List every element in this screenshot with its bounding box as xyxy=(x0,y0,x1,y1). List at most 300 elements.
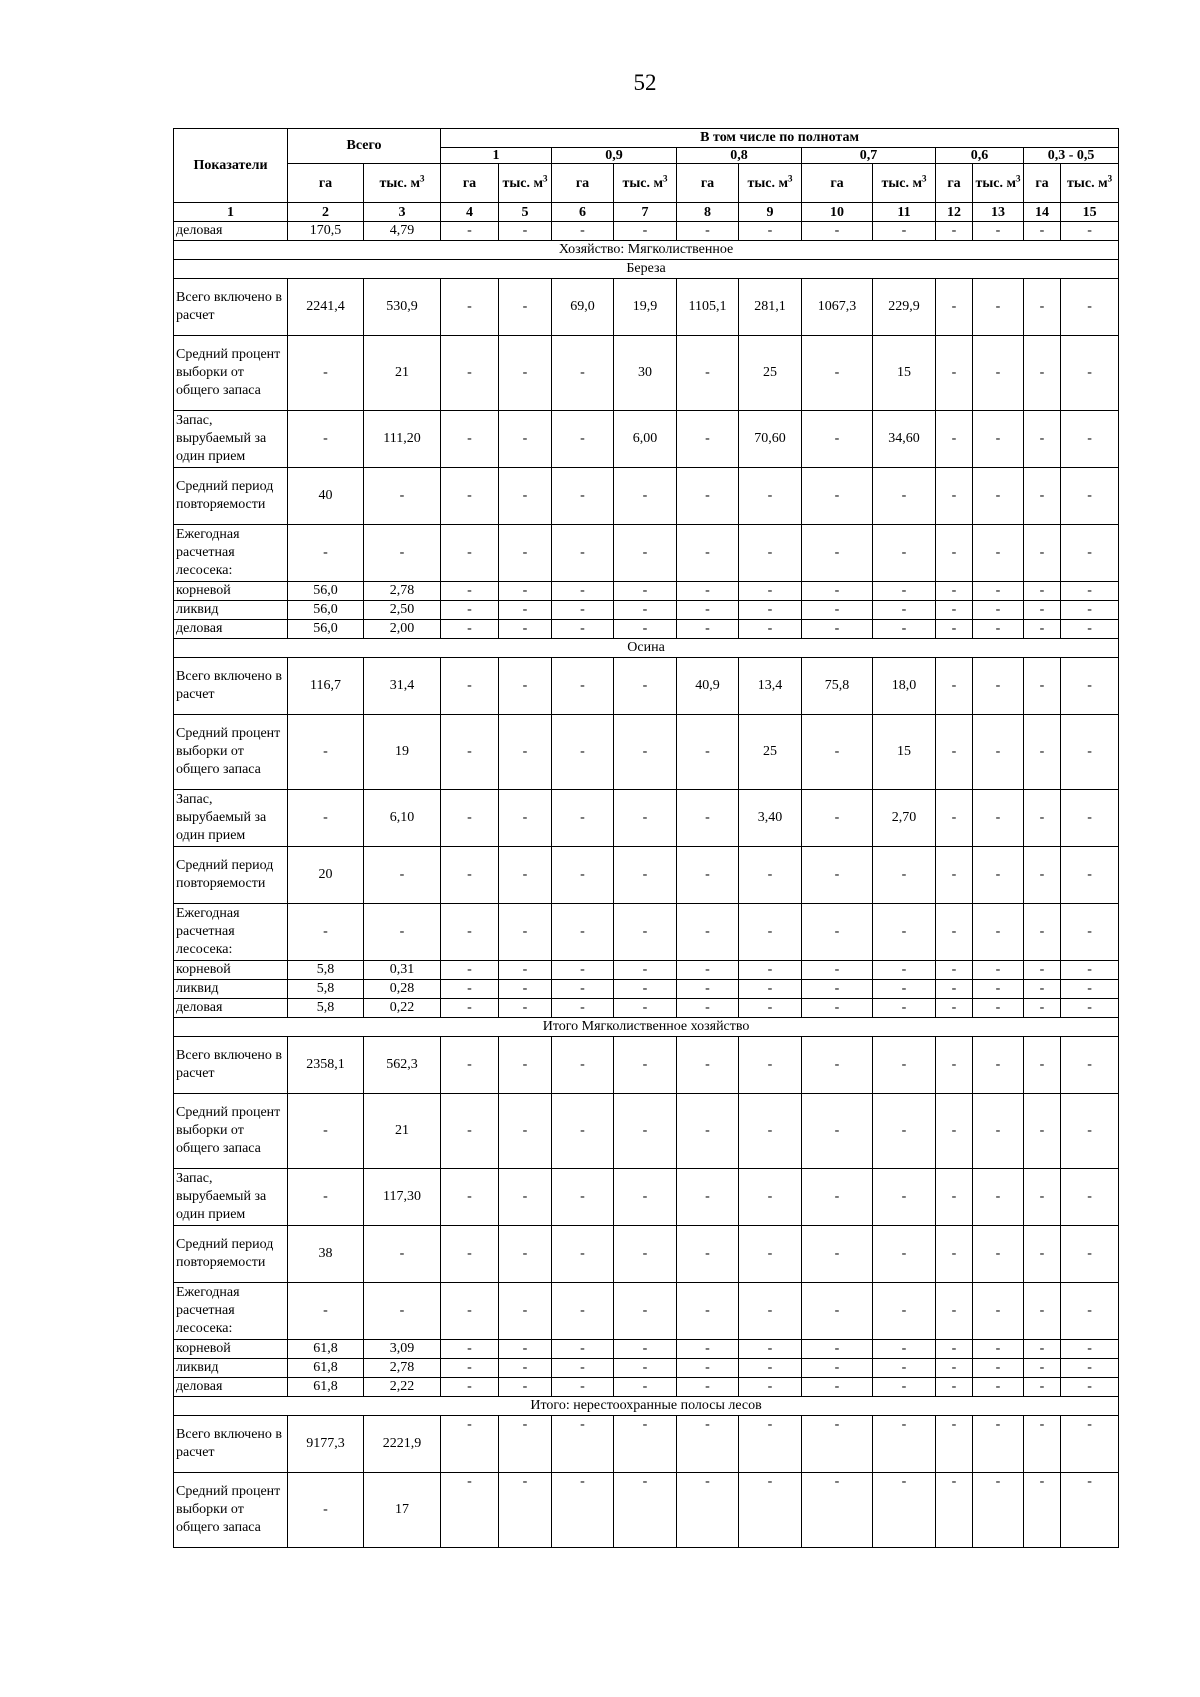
table-cell: - xyxy=(552,620,614,639)
table-cell: 61,8 xyxy=(288,1378,364,1397)
table-cell: 111,20 xyxy=(364,411,441,468)
table-cell: - xyxy=(873,468,936,525)
header-density: 0,8 xyxy=(677,148,802,164)
table-cell: - xyxy=(1061,1416,1119,1473)
row-label: деловая xyxy=(174,1378,288,1397)
table-cell: - xyxy=(441,1378,499,1397)
table-cell: - xyxy=(802,582,873,601)
table-cell: - xyxy=(1024,336,1061,411)
table-cell: - xyxy=(1024,1037,1061,1094)
table-cell: - xyxy=(1024,468,1061,525)
table-cell: - xyxy=(499,658,552,715)
table-cell: - xyxy=(552,658,614,715)
table-cell: - xyxy=(973,1416,1024,1473)
table-cell: 0,31 xyxy=(364,961,441,980)
table-row xyxy=(174,658,1119,715)
table-cell: - xyxy=(614,715,677,790)
section-row xyxy=(174,260,1119,279)
table-row xyxy=(174,279,1119,336)
column-number: 6 xyxy=(552,203,614,222)
table-cell: 1105,1 xyxy=(677,279,739,336)
table-cell: - xyxy=(1024,411,1061,468)
table-cell: - xyxy=(499,222,552,241)
table-cell: - xyxy=(1061,1340,1119,1359)
table-cell: - xyxy=(499,1416,552,1473)
table-cell: - xyxy=(1024,279,1061,336)
table-cell: - xyxy=(802,1340,873,1359)
table-cell: - xyxy=(973,1169,1024,1226)
table-cell: - xyxy=(973,1283,1024,1340)
table-cell: - xyxy=(1061,847,1119,904)
unit-volume: тыс. $м^3$ xyxy=(973,164,1024,203)
table-cell: - xyxy=(614,1340,677,1359)
table-cell: - xyxy=(936,1037,973,1094)
table-cell: - xyxy=(499,1226,552,1283)
table-cell: - xyxy=(1061,468,1119,525)
table-cell: - xyxy=(441,790,499,847)
table-cell: 2,70 xyxy=(873,790,936,847)
table-cell: - xyxy=(1024,620,1061,639)
table-cell: - xyxy=(1061,1359,1119,1378)
table-cell: - xyxy=(441,468,499,525)
table-cell: - xyxy=(288,1169,364,1226)
table-cell: - xyxy=(873,582,936,601)
table-cell: - xyxy=(802,847,873,904)
table-cell: - xyxy=(936,715,973,790)
table-cell: - xyxy=(1024,961,1061,980)
table-cell: - xyxy=(739,601,802,620)
table-cell: - xyxy=(873,847,936,904)
table-cell: 40,9 xyxy=(677,658,739,715)
table-cell: - xyxy=(552,601,614,620)
table-cell: - xyxy=(973,222,1024,241)
table-cell: - xyxy=(499,279,552,336)
table-cell: 3,40 xyxy=(739,790,802,847)
section-title: Итого: нерестоохранные полосы лесов xyxy=(174,1397,1119,1416)
table-cell: - xyxy=(677,582,739,601)
table-cell: - xyxy=(614,1416,677,1473)
table-cell: - xyxy=(973,847,1024,904)
table-cell: - xyxy=(739,980,802,999)
table-cell: - xyxy=(739,1037,802,1094)
table-cell: - xyxy=(802,601,873,620)
table-cell: - xyxy=(802,1094,873,1169)
table-cell: - xyxy=(1061,620,1119,639)
row-label: Средний процент выборки от общего запаса xyxy=(174,336,288,411)
unit-volume: тыс. $м^3$ xyxy=(873,164,936,203)
table-cell: - xyxy=(1061,582,1119,601)
table-cell: - xyxy=(288,525,364,582)
row-label: Средний период повторяемости xyxy=(174,1226,288,1283)
table-cell: - xyxy=(499,1169,552,1226)
table-cell: 17 xyxy=(364,1473,441,1548)
table-cell: - xyxy=(552,525,614,582)
column-number: 13 xyxy=(973,203,1024,222)
table-cell: - xyxy=(802,222,873,241)
table-cell: - xyxy=(677,1037,739,1094)
table-cell: - xyxy=(973,279,1024,336)
row-label: ликвид xyxy=(174,601,288,620)
table-cell: - xyxy=(973,468,1024,525)
unit-volume: тыс. $м^3$ xyxy=(739,164,802,203)
table-cell: - xyxy=(739,847,802,904)
table-cell: - xyxy=(288,790,364,847)
table-cell: - xyxy=(1024,1283,1061,1340)
table-cell: - xyxy=(936,999,973,1018)
column-number: 5 xyxy=(499,203,552,222)
table-cell: - xyxy=(441,1283,499,1340)
table-cell: - xyxy=(614,999,677,1018)
unit-volume: тыс. $м^3$ xyxy=(614,164,677,203)
table-cell: - xyxy=(499,525,552,582)
section-row xyxy=(174,1018,1119,1037)
header-density: 0,7 xyxy=(802,148,936,164)
column-number: 15 xyxy=(1061,203,1119,222)
table-cell: - xyxy=(739,1473,802,1548)
table-cell: - xyxy=(288,715,364,790)
table-cell: - xyxy=(677,601,739,620)
section-title: Осина xyxy=(174,639,1119,658)
table-cell: - xyxy=(614,222,677,241)
table-cell: 56,0 xyxy=(288,601,364,620)
table-cell: - xyxy=(1061,961,1119,980)
table-cell: - xyxy=(677,1473,739,1548)
column-number: 1 xyxy=(174,203,288,222)
table-cell: - xyxy=(441,658,499,715)
table-cell: - xyxy=(441,601,499,620)
table-cell: - xyxy=(802,336,873,411)
table-cell: - xyxy=(441,222,499,241)
table-cell: - xyxy=(614,790,677,847)
row-label: Ежегодная расчетная лесосека: xyxy=(174,904,288,961)
table-cell: - xyxy=(677,961,739,980)
section-row xyxy=(174,241,1119,260)
table-cell: 25 xyxy=(739,336,802,411)
table-cell: 5,8 xyxy=(288,961,364,980)
table-cell: - xyxy=(552,1094,614,1169)
table-cell: - xyxy=(677,847,739,904)
unit-ha: га xyxy=(936,164,973,203)
table-cell: - xyxy=(802,904,873,961)
table-cell: - xyxy=(677,1378,739,1397)
table-cell: - xyxy=(441,525,499,582)
table-cell: - xyxy=(552,1416,614,1473)
table-cell: 56,0 xyxy=(288,582,364,601)
table-row xyxy=(174,1283,1119,1340)
table-row xyxy=(174,980,1119,999)
table-cell: - xyxy=(1061,336,1119,411)
table-cell: - xyxy=(873,1340,936,1359)
table-cell: - xyxy=(499,411,552,468)
table-cell: - xyxy=(739,525,802,582)
table-cell: - xyxy=(1061,1169,1119,1226)
table-cell: - xyxy=(973,1037,1024,1094)
table-cell: - xyxy=(499,1473,552,1548)
table-cell: - xyxy=(1024,715,1061,790)
table-cell: 21 xyxy=(364,1094,441,1169)
table-cell: - xyxy=(499,999,552,1018)
table-cell: - xyxy=(739,961,802,980)
table-cell: - xyxy=(499,715,552,790)
table-cell: - xyxy=(677,1416,739,1473)
table-cell: - xyxy=(677,1094,739,1169)
table-cell: - xyxy=(499,847,552,904)
table-cell: - xyxy=(802,715,873,790)
table-cell: - xyxy=(802,1226,873,1283)
row-label: Ежегодная расчетная лесосека: xyxy=(174,1283,288,1340)
table-cell: - xyxy=(499,1094,552,1169)
table-cell: - xyxy=(677,1340,739,1359)
table-cell: - xyxy=(552,904,614,961)
table-row xyxy=(174,790,1119,847)
table-cell: - xyxy=(973,1094,1024,1169)
table-cell: - xyxy=(441,1037,499,1094)
table-cell: - xyxy=(677,1283,739,1340)
table-cell: - xyxy=(499,904,552,961)
table-cell: - xyxy=(1061,1094,1119,1169)
table-cell: - xyxy=(1061,790,1119,847)
table-cell: - xyxy=(441,620,499,639)
table-cell: - xyxy=(614,1283,677,1340)
table-cell: - xyxy=(739,904,802,961)
table-row xyxy=(174,847,1119,904)
row-label: корневой xyxy=(174,582,288,601)
table-cell: 0,28 xyxy=(364,980,441,999)
table-cell: - xyxy=(936,601,973,620)
table-cell: - xyxy=(499,790,552,847)
page-number: 52 xyxy=(633,70,657,95)
table-cell: - xyxy=(677,411,739,468)
table-cell: 2,00 xyxy=(364,620,441,639)
column-number: 11 xyxy=(873,203,936,222)
table-cell: - xyxy=(1061,980,1119,999)
table-cell: - xyxy=(499,336,552,411)
table-cell: - xyxy=(873,980,936,999)
table-cell: 3,09 xyxy=(364,1340,441,1359)
table-cell: - xyxy=(288,1473,364,1548)
table-cell: 6,10 xyxy=(364,790,441,847)
table-cell: 61,8 xyxy=(288,1359,364,1378)
table-cell: - xyxy=(552,1226,614,1283)
table-cell: - xyxy=(552,715,614,790)
table-cell: - xyxy=(364,904,441,961)
table-row xyxy=(174,525,1119,582)
header-density: 0,9 xyxy=(552,148,677,164)
table-cell: - xyxy=(873,222,936,241)
table-cell: - xyxy=(677,999,739,1018)
table-cell: - xyxy=(936,1473,973,1548)
unit-ha: га xyxy=(552,164,614,203)
table-cell: - xyxy=(614,1359,677,1378)
table-cell: - xyxy=(936,1340,973,1359)
table-cell: 6,00 xyxy=(614,411,677,468)
table-cell: - xyxy=(614,1169,677,1226)
table-cell: - xyxy=(873,1359,936,1378)
table-cell: - xyxy=(614,961,677,980)
row-label: деловая xyxy=(174,999,288,1018)
table-cell: - xyxy=(1061,279,1119,336)
table-body xyxy=(174,222,1119,1548)
table-cell: 75,8 xyxy=(802,658,873,715)
table-row xyxy=(174,582,1119,601)
row-label: Ежегодная расчетная лесосека: xyxy=(174,525,288,582)
table-cell: - xyxy=(499,1283,552,1340)
table-cell: 562,3 xyxy=(364,1037,441,1094)
table-cell: - xyxy=(973,961,1024,980)
table-row xyxy=(174,222,1119,241)
table-cell: - xyxy=(552,222,614,241)
table-cell: - xyxy=(552,1037,614,1094)
table-cell: - xyxy=(1061,999,1119,1018)
table-cell: 170,5 xyxy=(288,222,364,241)
table-cell: - xyxy=(1061,601,1119,620)
table-row xyxy=(174,1340,1119,1359)
table-cell: - xyxy=(973,620,1024,639)
table-cell: - xyxy=(936,525,973,582)
column-number: 8 xyxy=(677,203,739,222)
table-row xyxy=(174,1169,1119,1226)
column-number: 9 xyxy=(739,203,802,222)
section-title: Хозяйство: Мягколиственное xyxy=(174,241,1119,260)
table-cell: - xyxy=(1024,222,1061,241)
table-row xyxy=(174,1416,1119,1473)
table-row xyxy=(174,961,1119,980)
table-cell: - xyxy=(499,1359,552,1378)
table-cell: - xyxy=(677,980,739,999)
table-cell: 530,9 xyxy=(364,279,441,336)
table-cell: - xyxy=(936,904,973,961)
table-cell: 56,0 xyxy=(288,620,364,639)
table-cell: - xyxy=(288,411,364,468)
table-cell: - xyxy=(441,1226,499,1283)
table-cell: - xyxy=(499,1378,552,1397)
table-cell: - xyxy=(973,601,1024,620)
table-cell: - xyxy=(364,1283,441,1340)
row-label: Средний процент выборки от общего запаса xyxy=(174,1473,288,1548)
table-cell: - xyxy=(739,1283,802,1340)
table-cell: - xyxy=(936,620,973,639)
table-cell: 2,22 xyxy=(364,1378,441,1397)
table-cell: - xyxy=(552,411,614,468)
table-cell: - xyxy=(739,1378,802,1397)
column-number: 7 xyxy=(614,203,677,222)
table-cell: - xyxy=(1024,658,1061,715)
table-cell: - xyxy=(973,336,1024,411)
table-cell: - xyxy=(677,222,739,241)
row-label: Средний период повторяемости xyxy=(174,847,288,904)
table-cell: - xyxy=(1024,601,1061,620)
row-label: Всего включено в расчет xyxy=(174,279,288,336)
table-cell: - xyxy=(1024,904,1061,961)
table-cell: - xyxy=(873,1378,936,1397)
table-cell: 38 xyxy=(288,1226,364,1283)
table-cell: - xyxy=(802,468,873,525)
table-cell: 281,1 xyxy=(739,279,802,336)
header-density: 0,6 xyxy=(936,148,1024,164)
table-cell: - xyxy=(936,1226,973,1283)
table-cell: - xyxy=(973,904,1024,961)
table-cell: - xyxy=(1024,1473,1061,1548)
table-row xyxy=(174,1378,1119,1397)
column-number: 3 xyxy=(364,203,441,222)
table-cell: - xyxy=(973,1378,1024,1397)
table-cell: - xyxy=(499,601,552,620)
unit-ha: га xyxy=(1024,164,1061,203)
table-cell: - xyxy=(614,1037,677,1094)
table-cell: - xyxy=(739,1226,802,1283)
table-cell: - xyxy=(1024,1226,1061,1283)
table-row xyxy=(174,336,1119,411)
table-cell: - xyxy=(677,1169,739,1226)
table-cell: 2,50 xyxy=(364,601,441,620)
table-cell: 2221,9 xyxy=(364,1416,441,1473)
table-cell: - xyxy=(614,904,677,961)
column-number: 4 xyxy=(441,203,499,222)
table-cell: - xyxy=(1061,715,1119,790)
table-cell: 2,78 xyxy=(364,582,441,601)
table-cell: - xyxy=(677,715,739,790)
table-cell: - xyxy=(441,1359,499,1378)
table-cell: - xyxy=(936,279,973,336)
table-cell: - xyxy=(614,582,677,601)
unit-volume: тыс. $м^3$ xyxy=(364,164,441,203)
table-cell: - xyxy=(936,658,973,715)
table-cell: - xyxy=(973,1226,1024,1283)
table-cell: - xyxy=(739,222,802,241)
table-cell: - xyxy=(552,961,614,980)
row-label: Запас, вырубаемый за один прием xyxy=(174,411,288,468)
table-cell: - xyxy=(499,980,552,999)
table-cell: - xyxy=(936,1283,973,1340)
table-cell: - xyxy=(873,1283,936,1340)
table-cell: - xyxy=(441,961,499,980)
table-cell: - xyxy=(973,980,1024,999)
table-cell: 1067,3 xyxy=(802,279,873,336)
table-row xyxy=(174,468,1119,525)
table-row xyxy=(174,620,1119,639)
row-label: Всего включено в расчет xyxy=(174,1037,288,1094)
table-cell: - xyxy=(552,1340,614,1359)
table-cell: - xyxy=(973,658,1024,715)
table-cell: - xyxy=(677,468,739,525)
table-cell: - xyxy=(499,1037,552,1094)
section-row xyxy=(174,1397,1119,1416)
table-cell: - xyxy=(677,525,739,582)
unit-volume: тыс. $м^3$ xyxy=(1061,164,1119,203)
table-cell: - xyxy=(552,1169,614,1226)
table-cell: - xyxy=(677,790,739,847)
table-cell: - xyxy=(973,715,1024,790)
table-cell: - xyxy=(1061,904,1119,961)
table-row xyxy=(174,715,1119,790)
table-cell: - xyxy=(873,601,936,620)
table-cell: - xyxy=(441,904,499,961)
table-header xyxy=(174,129,1119,222)
table-cell: - xyxy=(802,1416,873,1473)
table-row xyxy=(174,1473,1119,1548)
table-cell: - xyxy=(1024,1359,1061,1378)
table-cell: - xyxy=(1024,980,1061,999)
table-cell: - xyxy=(499,1340,552,1359)
table-cell: - xyxy=(739,999,802,1018)
table-cell: - xyxy=(802,1473,873,1548)
table-cell: 5,8 xyxy=(288,999,364,1018)
table-cell: 2,78 xyxy=(364,1359,441,1378)
table-row xyxy=(174,1094,1119,1169)
table-cell: - xyxy=(873,1037,936,1094)
table-cell: - xyxy=(936,1359,973,1378)
table-cell: 2358,1 xyxy=(288,1037,364,1094)
